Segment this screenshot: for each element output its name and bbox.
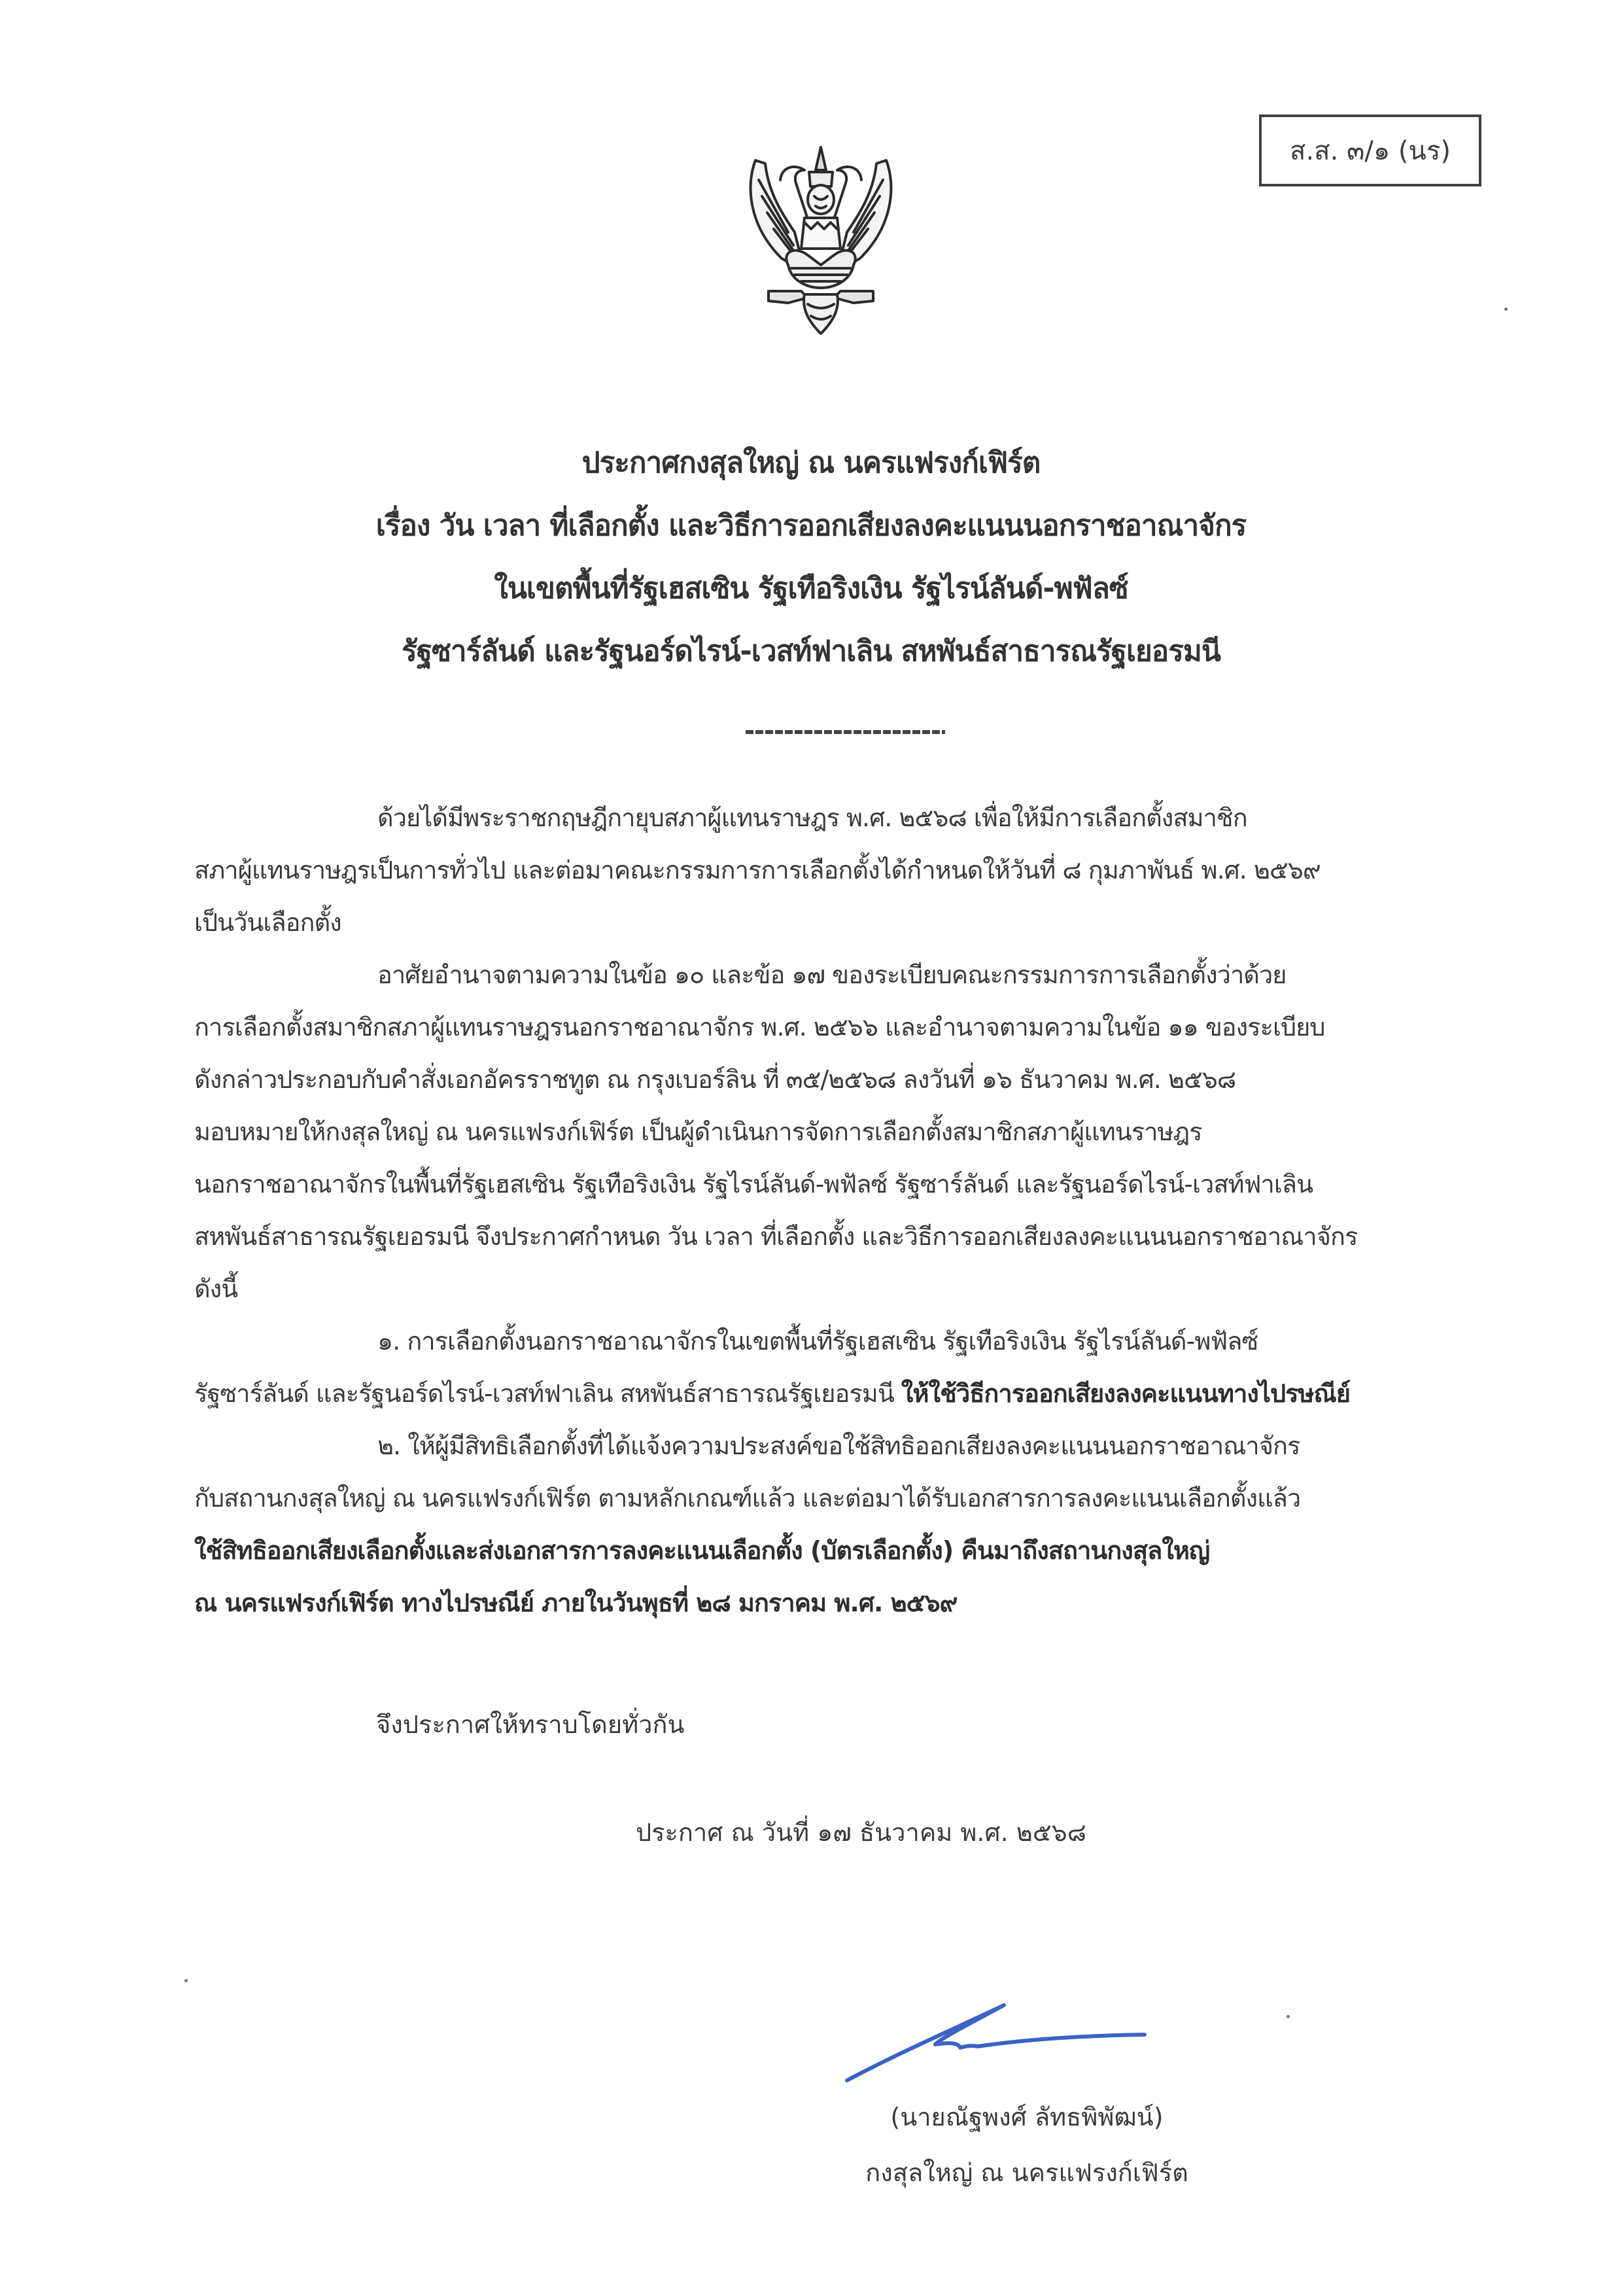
signer-name: (นายณัฐพงศ์ ลัทธพิพัฒน์) xyxy=(890,2103,1164,2131)
form-code: ส.ส. ๓/๑ (นร) xyxy=(1290,136,1451,166)
title-line: ในเขตพื้นที่รัฐเฮสเซิน รัฐเทือริงเงิน รัฐไรน์ลันด์-พฟัลซ์ xyxy=(494,572,1128,605)
text-line: การเลือกตั้งสมาชิกสภาผู้แทนราษฎรนอกราชอาณาจักร พ.ศ. ๒๕๖๖ และอำนาจตามความในข้อ ๑๑ ของระเบียบ xyxy=(194,1013,1325,1042)
text-emphasis: ใช้สิทธิออกเสียงเลือกตั้งและส่งเอกสารการลงคะแนนเลือกตั้ง (บัตรเลือกตั้ง) คืนมาถึงสถานกงสุลใหญ่ xyxy=(194,1536,1210,1565)
dashed-separator xyxy=(746,730,945,734)
text-line: ๒. ให้ผู้มีสิทธิเลือกตั้งที่ได้แจ้งความประสงค์ขอใช้สิทธิออกเสียงลงคะแนนนอกราชอาณาจักร xyxy=(377,1431,1300,1460)
text-line: นอกราชอาณาจักรในพื้นที่รัฐเฮสเซิน รัฐเทือริงเงิน รัฐไรน์ลันด์-พฟัลซ์ รัฐซาร์ลันด์ และรัฐนอร์ดไรน์-เวสท์ฟาเลิน xyxy=(194,1170,1313,1199)
announcement-title xyxy=(196,432,1426,683)
paragraph-authority xyxy=(194,949,1476,1315)
form-code-box xyxy=(1259,114,1481,186)
item-2 xyxy=(194,1420,1476,1629)
title-line: ประกาศกงสุลใหญ่ ณ นครแฟรงก์เฟิร์ต xyxy=(581,446,1041,480)
text-emphasis: ณ นครแฟรงก์เฟิร์ต ทางไปรษณีย์ ภายในวันพุธที่ ๒๘ มกราคม พ.ศ. ๒๕๖๙ xyxy=(194,1588,958,1617)
announcement-body xyxy=(194,792,1476,1629)
text-line: อาศัยอำนาจตามความในข้อ ๑๐ และข้อ ๑๗ ของระเบียบคณะกรรมการการเลือกตั้งว่าด้วย xyxy=(377,960,1287,989)
signature-icon xyxy=(844,1989,1158,2087)
title-line: รัฐซาร์ลันด์ และรัฐนอร์ดไรน์-เวสท์ฟาเลิน สหพันธ์สาธารณรัฐเยอรมนี xyxy=(402,635,1220,668)
signer-title: กงสุลใหญ่ ณ นครแฟรงก์เฟิร์ต xyxy=(865,2158,1188,2187)
title-line: เรื่อง วัน เวลา ที่เลือกตั้ง และวิธีการออกเสียงลงคะแนนนอกราชอาณาจักร xyxy=(375,509,1247,542)
text-line: มอบหมายให้กงสุลใหญ่ ณ นครแฟรงก์เฟิร์ต เป็นผู้ดำเนินการจัดการเลือกตั้งสมาชิกสภาผู้แทนราษฎร xyxy=(194,1117,1202,1146)
text-line: ๑. การเลือกตั้งนอกราชอาณาจักรในเขตพื้นที่รัฐเฮสเซิน รัฐเทือริงเงิน รัฐไรน์ลันด์-พฟัลซ์ xyxy=(377,1327,1258,1356)
text-line xyxy=(194,1367,1476,1420)
scan-speck xyxy=(1287,2015,1290,2018)
text-line: สหพันธ์สาธารณรัฐเยอรมนี จึงประกาศกำหนด วัน เวลา ที่เลือกตั้ง และวิธีการออกเสียงลงคะแนนนอกราชอาณาจักร xyxy=(194,1222,1358,1251)
item-1 xyxy=(194,1315,1476,1420)
text-line: ดังกล่าวประกอบกับคำสั่งเอกอัครราชทูต ณ กรุงเบอร์ลิน ที่ ๓๕/๒๕๖๘ ลงวันที่ ๑๖ ธันวาคม พ.ศ. ๒๕๖๘ xyxy=(194,1065,1236,1094)
text-line: เป็นวันเลือกตั้ง xyxy=(194,908,341,937)
paragraph-preamble xyxy=(194,792,1476,949)
text-line: ด้วยได้มีพระราชกฤษฎีกายุบสภาผู้แทนราษฎร พ.ศ. ๒๕๖๘ เพื่อให้มีการเลือกตั้งสมาชิก xyxy=(377,803,1247,832)
scan-speck xyxy=(184,1979,188,1982)
closing-statement: จึงประกาศให้ทราบโดยทั่วกัน xyxy=(376,1710,685,1739)
text-line: กับสถานกงสุลใหญ่ ณ นครแฟรงก์เฟิร์ต ตามหลักเกณฑ์แล้ว และต่อมาได้รับเอกสารการลงคะแนนเลือกตั้งแล้ว xyxy=(194,1484,1301,1513)
scan-speck xyxy=(1504,307,1508,311)
text-emphasis: ให้ใช้วิธีการออกเสียงลงคะแนนทางไปรษณีย์ xyxy=(901,1379,1351,1408)
text-normal: รัฐซาร์ลันด์ และรัฐนอร์ดไรน์-เวสท์ฟาเลิน สหพันธ์สาธารณรัฐเยอรมนี xyxy=(194,1379,901,1408)
garuda-emblem-icon xyxy=(742,134,899,340)
text-line: สภาผู้แทนราษฎรเป็นการทั่วไป และต่อมาคณะกรรมการการเลือกตั้งได้กำหนดให้วันที่ ๘ กุมภาพันธ์ พ.ศ. ๒๕๖๙ xyxy=(194,856,1321,885)
announcement-date: ประกาศ ณ วันที่ ๑๗ ธันวาคม พ.ศ. ๒๕๖๘ xyxy=(635,1818,1087,1847)
text-line: ดังนี้ xyxy=(194,1274,238,1303)
